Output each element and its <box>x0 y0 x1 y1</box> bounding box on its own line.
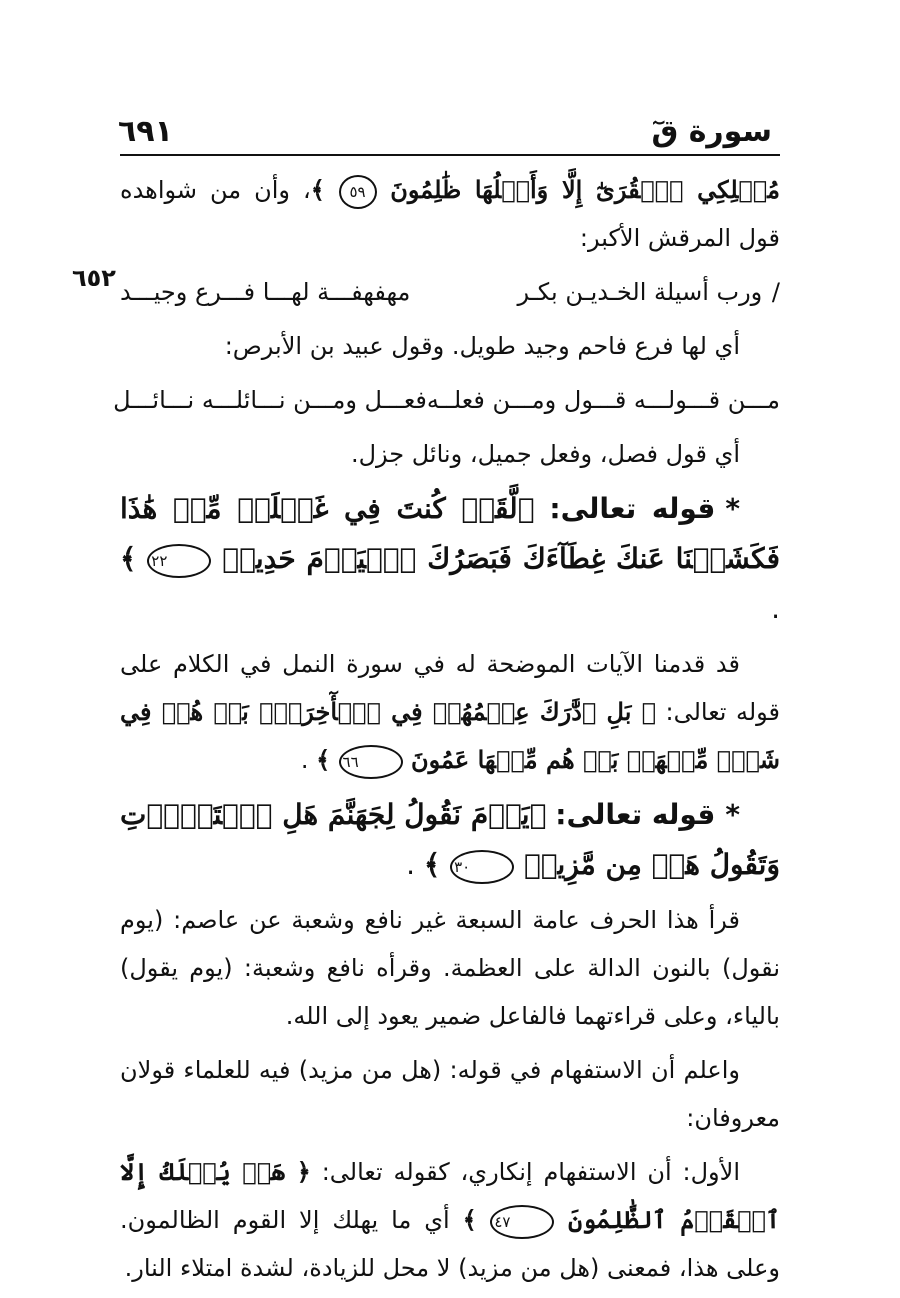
sentence-end: . <box>771 592 780 625</box>
star-marker: * <box>725 492 740 525</box>
ayah-number-marker: ٣٠ <box>450 850 514 884</box>
quran-text: هَلۡ يُهۡلَكُ إِلَّا ٱلۡقَوۡمُ ٱلظَّٰلِمُونَ <box>120 1157 781 1234</box>
surah-title: سورة قٓ <box>651 114 772 149</box>
quran-text: يَوۡمَ نَقُولُ لِجَهَنَّمَ هَلِ ٱمۡتَلَأۡتِ وَتَقُولُ هَلۡ مِن مَّزِيدٖ <box>120 798 780 881</box>
hemistich-right: مـــن قـــولـــه قـــول ومـــن فعلــه <box>426 386 780 414</box>
quran-text: بَلِ ٱدَّٰرَكَ عِلۡمُهُمۡ فِي ٱلۡأٓخِرَةِۚ بَلۡ هُمۡ فِي شَكّٖ مِّنۡهَاۖ بَلۡ هُم مِّنۡهَا عَمُونَ <box>120 697 780 774</box>
paragraph-readings: قرأ هذا الحرف عامة السبعة غير نافع وشعبة عن عاصم: (يوم نقول) بالنون الدالة على العظمة. وقرأه نافع وشعبة: (يوم يقول) بالياء، وعلى قراءتهما فالفاعل ضمير يعود إلى الله. <box>120 906 780 1030</box>
paragraph-cross-reference <box>120 640 780 784</box>
hemistich-right-text: ورب أسيلة الخـديـن بكـر <box>517 278 763 306</box>
header-divider <box>120 154 780 156</box>
paragraph-explanation-1: أي لها فرع فاحم وجيد طويل. وقول عبيد بن الأبرص: <box>224 332 740 360</box>
ayah-number-marker: ٥٩ <box>339 175 377 209</box>
paragraph-text: ، وأن من شواهده قول المرقش الأكبر: <box>120 176 780 252</box>
closing-bracket: ﴾ <box>310 175 325 204</box>
opening-bracket: ﴿ <box>517 492 535 525</box>
opening-bracket: ﴿ <box>529 798 547 831</box>
ayah-number-marker: ٦٦ <box>339 745 403 779</box>
poetry-verse-2 <box>113 376 780 424</box>
hemistich-right <box>517 268 780 316</box>
paragraph-first-opinion <box>120 1148 780 1292</box>
paragraph-intro <box>120 166 780 262</box>
closing-bracket: ﴾ <box>462 1205 477 1234</box>
page-body <box>113 166 781 1298</box>
sentence-end: . <box>406 848 415 881</box>
closing-bracket: ﴾ <box>423 848 441 881</box>
page-break-slash: / <box>771 278 780 306</box>
ayah-number-marker: ٢٢ <box>147 544 211 578</box>
paragraph-interrogative: واعلم أن الاستفهام في قوله: (هل من مزيد) فيه للعلماء قولان معروفان: <box>120 1056 780 1132</box>
section-heading-verse-30 <box>120 790 780 890</box>
margin-verse-reference: ٦٥٢ <box>72 264 116 292</box>
hemistich-left: فعـــل ومـــن نـــائلـــه نـــائـــل <box>113 386 427 414</box>
hemistich-left: مهفهفـــة لهـــا فـــرع وجيـــد <box>120 278 411 306</box>
opening-bracket: ﴿ <box>296 1157 311 1186</box>
paragraph-text: قد قدمنا الآيات الموضحة له في سورة النمل في الكلام على قوله تعالى: <box>120 650 781 726</box>
page-number: ٦٩١ <box>118 114 173 149</box>
heading-label: قوله تعالى: <box>549 492 716 525</box>
paragraph-text: أي ما يهلك إلا القوم الظالمون. وعلى هذا، فمعنى (هل من مزيد) لا محل للزيادة، لشدة امتلاء النار. <box>120 1206 780 1282</box>
closing-bracket: ﴾ <box>316 745 331 774</box>
quran-quote <box>311 175 780 204</box>
closing-bracket: ﴾ <box>120 542 137 575</box>
paragraph-text: الأول: أن الاستفهام إنكاري، كقوله تعالى: <box>321 1158 741 1186</box>
heading-label: قوله تعالى: <box>555 798 716 831</box>
quran-text: مُهۡلِكِي ٱلۡقُرَىٰٓ إِلَّا وَأَهۡلُهَا ظَٰلِمُونَ <box>390 175 780 204</box>
section-heading-verse-22 <box>120 484 780 634</box>
star-marker: * <box>725 798 740 831</box>
quran-text: لَّقَدۡ كُنتَ فِي غَفۡلَةٖ مِّنۡ هَٰذَا فَكَشَفۡنَا عَنكَ غِطَآءَكَ فَبَصَرُكَ ٱلۡيَوۡمَ حَدِيدٞ <box>120 492 781 575</box>
paragraph-explanation-2: أي قول فصل، وفعل جميل، ونائل جزل. <box>350 440 740 468</box>
poetry-verse-1 <box>120 268 780 316</box>
sentence-end: . <box>300 746 309 774</box>
ayah-number-marker: ٤٧ <box>490 1205 554 1239</box>
opening-bracket: ﴿ <box>641 697 656 726</box>
